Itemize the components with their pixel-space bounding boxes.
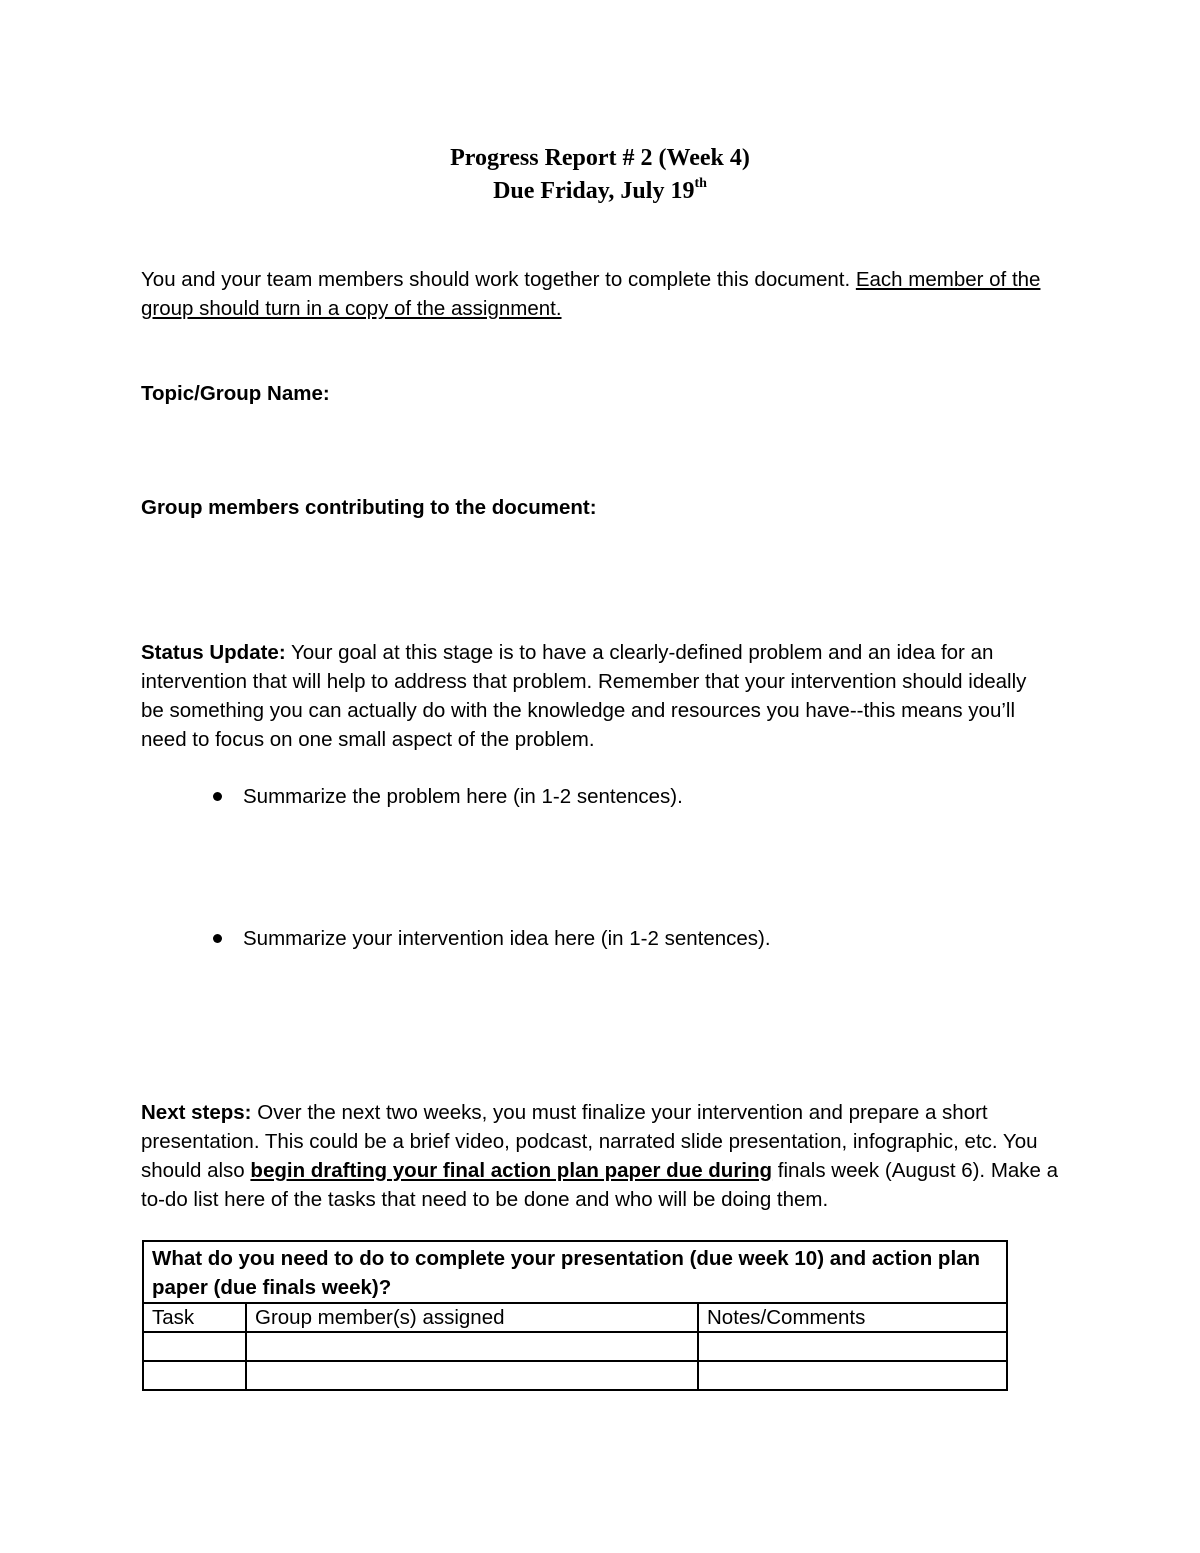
next-steps-emphasis: begin drafting your final action plan paper due during: [250, 1159, 773, 1182]
due-date-ordinal: th: [694, 176, 707, 191]
title-line-2: [0, 175, 1200, 208]
table-cell-members[interactable]: [246, 1361, 698, 1390]
column-task: Task: [143, 1303, 246, 1332]
topic-group-name-label: Topic/Group Name:: [141, 382, 330, 405]
table-cell-notes[interactable]: [698, 1332, 1007, 1361]
intro-underlined-text: Each member of the group should turn in a copy of the assignment.: [141, 268, 1041, 320]
next-steps-paragraph: [141, 1098, 1061, 1214]
table-cell-task[interactable]: [143, 1332, 246, 1361]
todo-table: [142, 1240, 1008, 1391]
table-cell-members[interactable]: [246, 1332, 698, 1361]
group-members-label: Group members contributing to the document:: [141, 496, 597, 519]
document-title: [0, 142, 1200, 208]
table-column-row: [143, 1303, 1007, 1332]
due-date-text: Due Friday, July 19: [493, 178, 695, 204]
table-row: [143, 1332, 1007, 1361]
bullet-text: Summarize the problem here (in 1-2 sentences).: [243, 785, 683, 808]
bullet-dot-icon: [213, 934, 222, 943]
next-steps-label: Next steps:: [141, 1101, 252, 1124]
intro-text: You and your team members should work together to complete this document.: [141, 268, 856, 291]
bullet-dot-icon: [213, 792, 222, 801]
table-header: What do you need to do to complete your presentation (due week 10) and action plan paper (due finals week)?: [143, 1241, 1007, 1303]
table-cell-notes[interactable]: [698, 1361, 1007, 1390]
column-group-members: Group member(s) assigned: [246, 1303, 698, 1332]
intro-paragraph: [141, 265, 1061, 323]
next-steps-text-1: Over the next two weeks, you must finalize your intervention and prepare a short presentation. This could be a brief video, podcast, narrated slide presentation, infographic, etc. You should also: [141, 1101, 1038, 1182]
status-update-label: Status Update:: [141, 641, 286, 664]
column-notes: Notes/Comments: [698, 1303, 1007, 1332]
status-update-text: Your goal at this stage is to have a clearly-defined problem and an idea for an intervention that will help to address that problem. Remember that your intervention should ideally be something you can actually do with the knowledge and resources you have--this means you’ll need to focus on one small aspect of the problem.: [141, 641, 1027, 751]
title-line-1: Progress Report # 2 (Week 4): [450, 145, 750, 171]
next-steps-text-2: finals week (August 6). Make a to-do list here of the tasks that need to be done and who will be doing them.: [141, 1159, 1059, 1211]
table-header-row: [143, 1241, 1007, 1303]
table-row: [143, 1361, 1007, 1390]
status-update-paragraph: [141, 638, 1041, 754]
bullet-text: Summarize your intervention idea here (in 1-2 sentences).: [243, 927, 771, 950]
table-cell-task[interactable]: [143, 1361, 246, 1390]
